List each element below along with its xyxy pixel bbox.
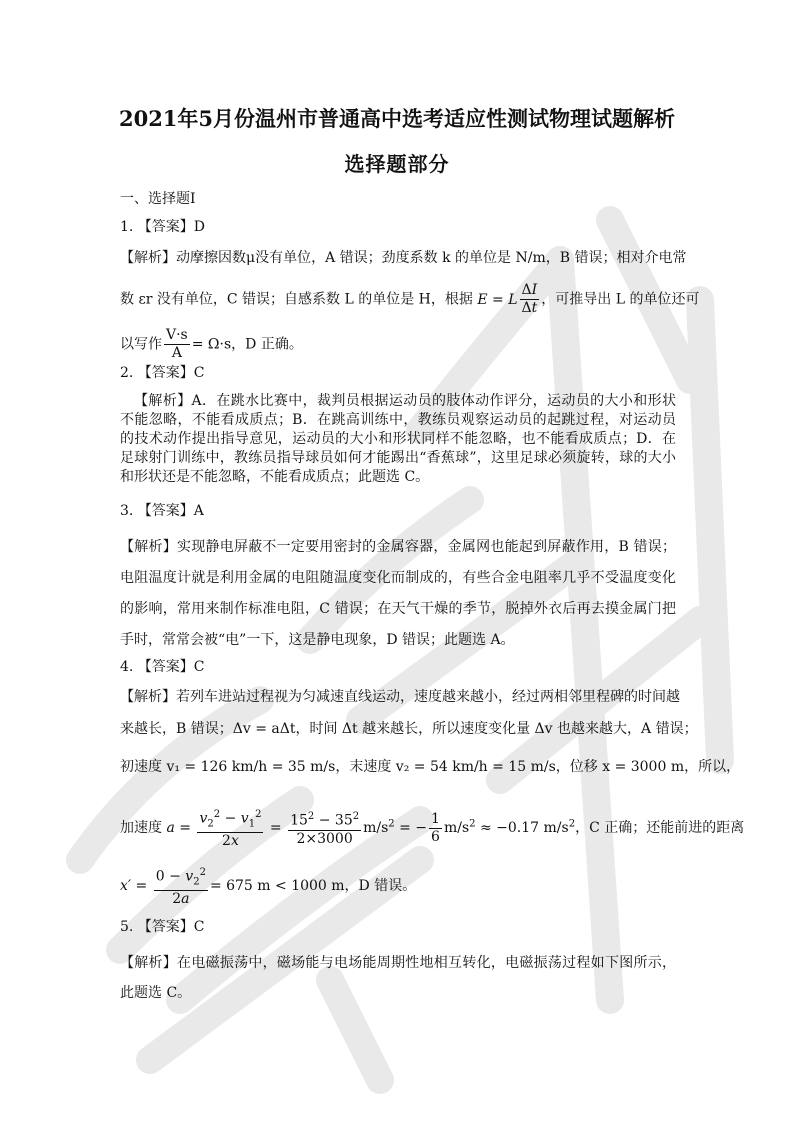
acceleration-formula: a = $\frac{v_2^2 - v_1^2}{2x}$ = $\frac{15^2 - 35^2}{2\times 3000}$ $m/s^2$ = − $\frac{1}{6}$ $m/s^2 \approx -0.17$ $m/s^2$ <box>166 820 575 836</box>
q1-line3-text-b: = Ω·s，D 正确。 <box>191 336 303 353</box>
section-heading: 一、选择题Ⅰ <box>120 191 196 207</box>
q2-answer: 2. 【答案】C <box>120 365 205 381</box>
q4-line4-text-a: 加速度 <box>120 820 162 837</box>
distance-formula: x′ = $\frac{0 - v_2^2}{2a}$ <box>120 878 210 894</box>
q4-analysis-line1: 【解析】若列车进站过程视为匀减速直线运动，速度越来越小，经过两相邻里程碑的时间越 <box>120 689 680 705</box>
q3-answer: 3. 【答案】A <box>120 503 204 519</box>
page-subtitle: 选择题部分 <box>344 152 450 176</box>
q4-analysis-line5 <box>120 864 416 908</box>
q1-analysis-line3 <box>120 327 303 362</box>
q3-analysis: 【解析】实现静电屏蔽不一定要用密封的金属容器，金属网也能起到屏蔽作用，B 错误；电阻温度计就是利用金属的电阻随温度变化而制成的，有些合金电阻率几乎不受温度变化的影响，常用来制作标准电阻，C 错误；在天气干燥的季节，脱掉外衣后再去摸金属门把手时，常常会被“电”一下，这是静电现象，D 错误；此题选 A。 <box>120 539 676 648</box>
page-title: 2021年5月份温州市普通高中选考适应性测试物理试题解析 <box>118 106 676 131</box>
inductance-formula: E = L $\frac{\Delta I}{\Delta t}$ <box>477 282 538 316</box>
q1-analysis-line2 <box>120 282 699 317</box>
q2-analysis: 【解析】A．在跳水比赛中，裁判员根据运动员的肢体动作评分，运动员的大小和形状不能忽略，不能看成质点；B．在跳高训练中，教练员观察运动员的起跳过程，对运动员的技术动作提出指导意见，运动员的大小和形状同样不能忽略，也不能看成质点；D．在足球射门训练中，教练员指导球员如何才能踢出“香蕉球”，这里足球必须旋转，球的大小和形状还是不能忽略，不能看成质点；此题选 C。 <box>120 393 676 485</box>
q4-answer: 4. 【答案】C <box>120 659 205 675</box>
q4-line4-text-b: ，C 正确；还能前进的距离 <box>575 820 745 837</box>
q5-analysis: 【解析】在电磁振荡中，磁场能与电场能周期性地相互转化，电磁振荡过程如下图所示，此题选 C。 <box>120 955 676 1001</box>
q4-analysis-line3: 初速度 v₁ = 126 km/h = 35 m/s，末速度 v₂ = 54 km/h = 15 m/s，位移 x = 3000 m，所以， <box>120 759 741 775</box>
q4-analysis-line2: 来越长，B 错误；Δv = aΔt，时间 Δt 越来越长，所以速度变化量 Δv 也越来越大，A 错误； <box>120 721 698 737</box>
q1-line3-text-a: 以写作 <box>120 336 162 353</box>
unit-fraction: $\frac{V\cdot s}{A}$ <box>166 327 188 361</box>
q4-line5-text: = 675 m < 1000 m，D 错误。 <box>209 878 417 895</box>
q1-analysis-line1: 【解析】动摩擦因数μ没有单位，A 错误；劲度系数 k 的单位是 N/m，B 错误；相对介电常 <box>120 250 687 266</box>
q1-line2-text-a: 数 εr 没有单位，C 错误；自感系数 L 的单位是 H，根据 <box>120 291 473 308</box>
q1-answer: 1. 【答案】D <box>120 219 206 235</box>
q4-analysis-line4 <box>120 806 744 850</box>
q5-answer: 5. 【答案】C <box>120 919 205 935</box>
q1-line2-text-b: ，可推导出 L 的单位还可 <box>541 291 700 308</box>
